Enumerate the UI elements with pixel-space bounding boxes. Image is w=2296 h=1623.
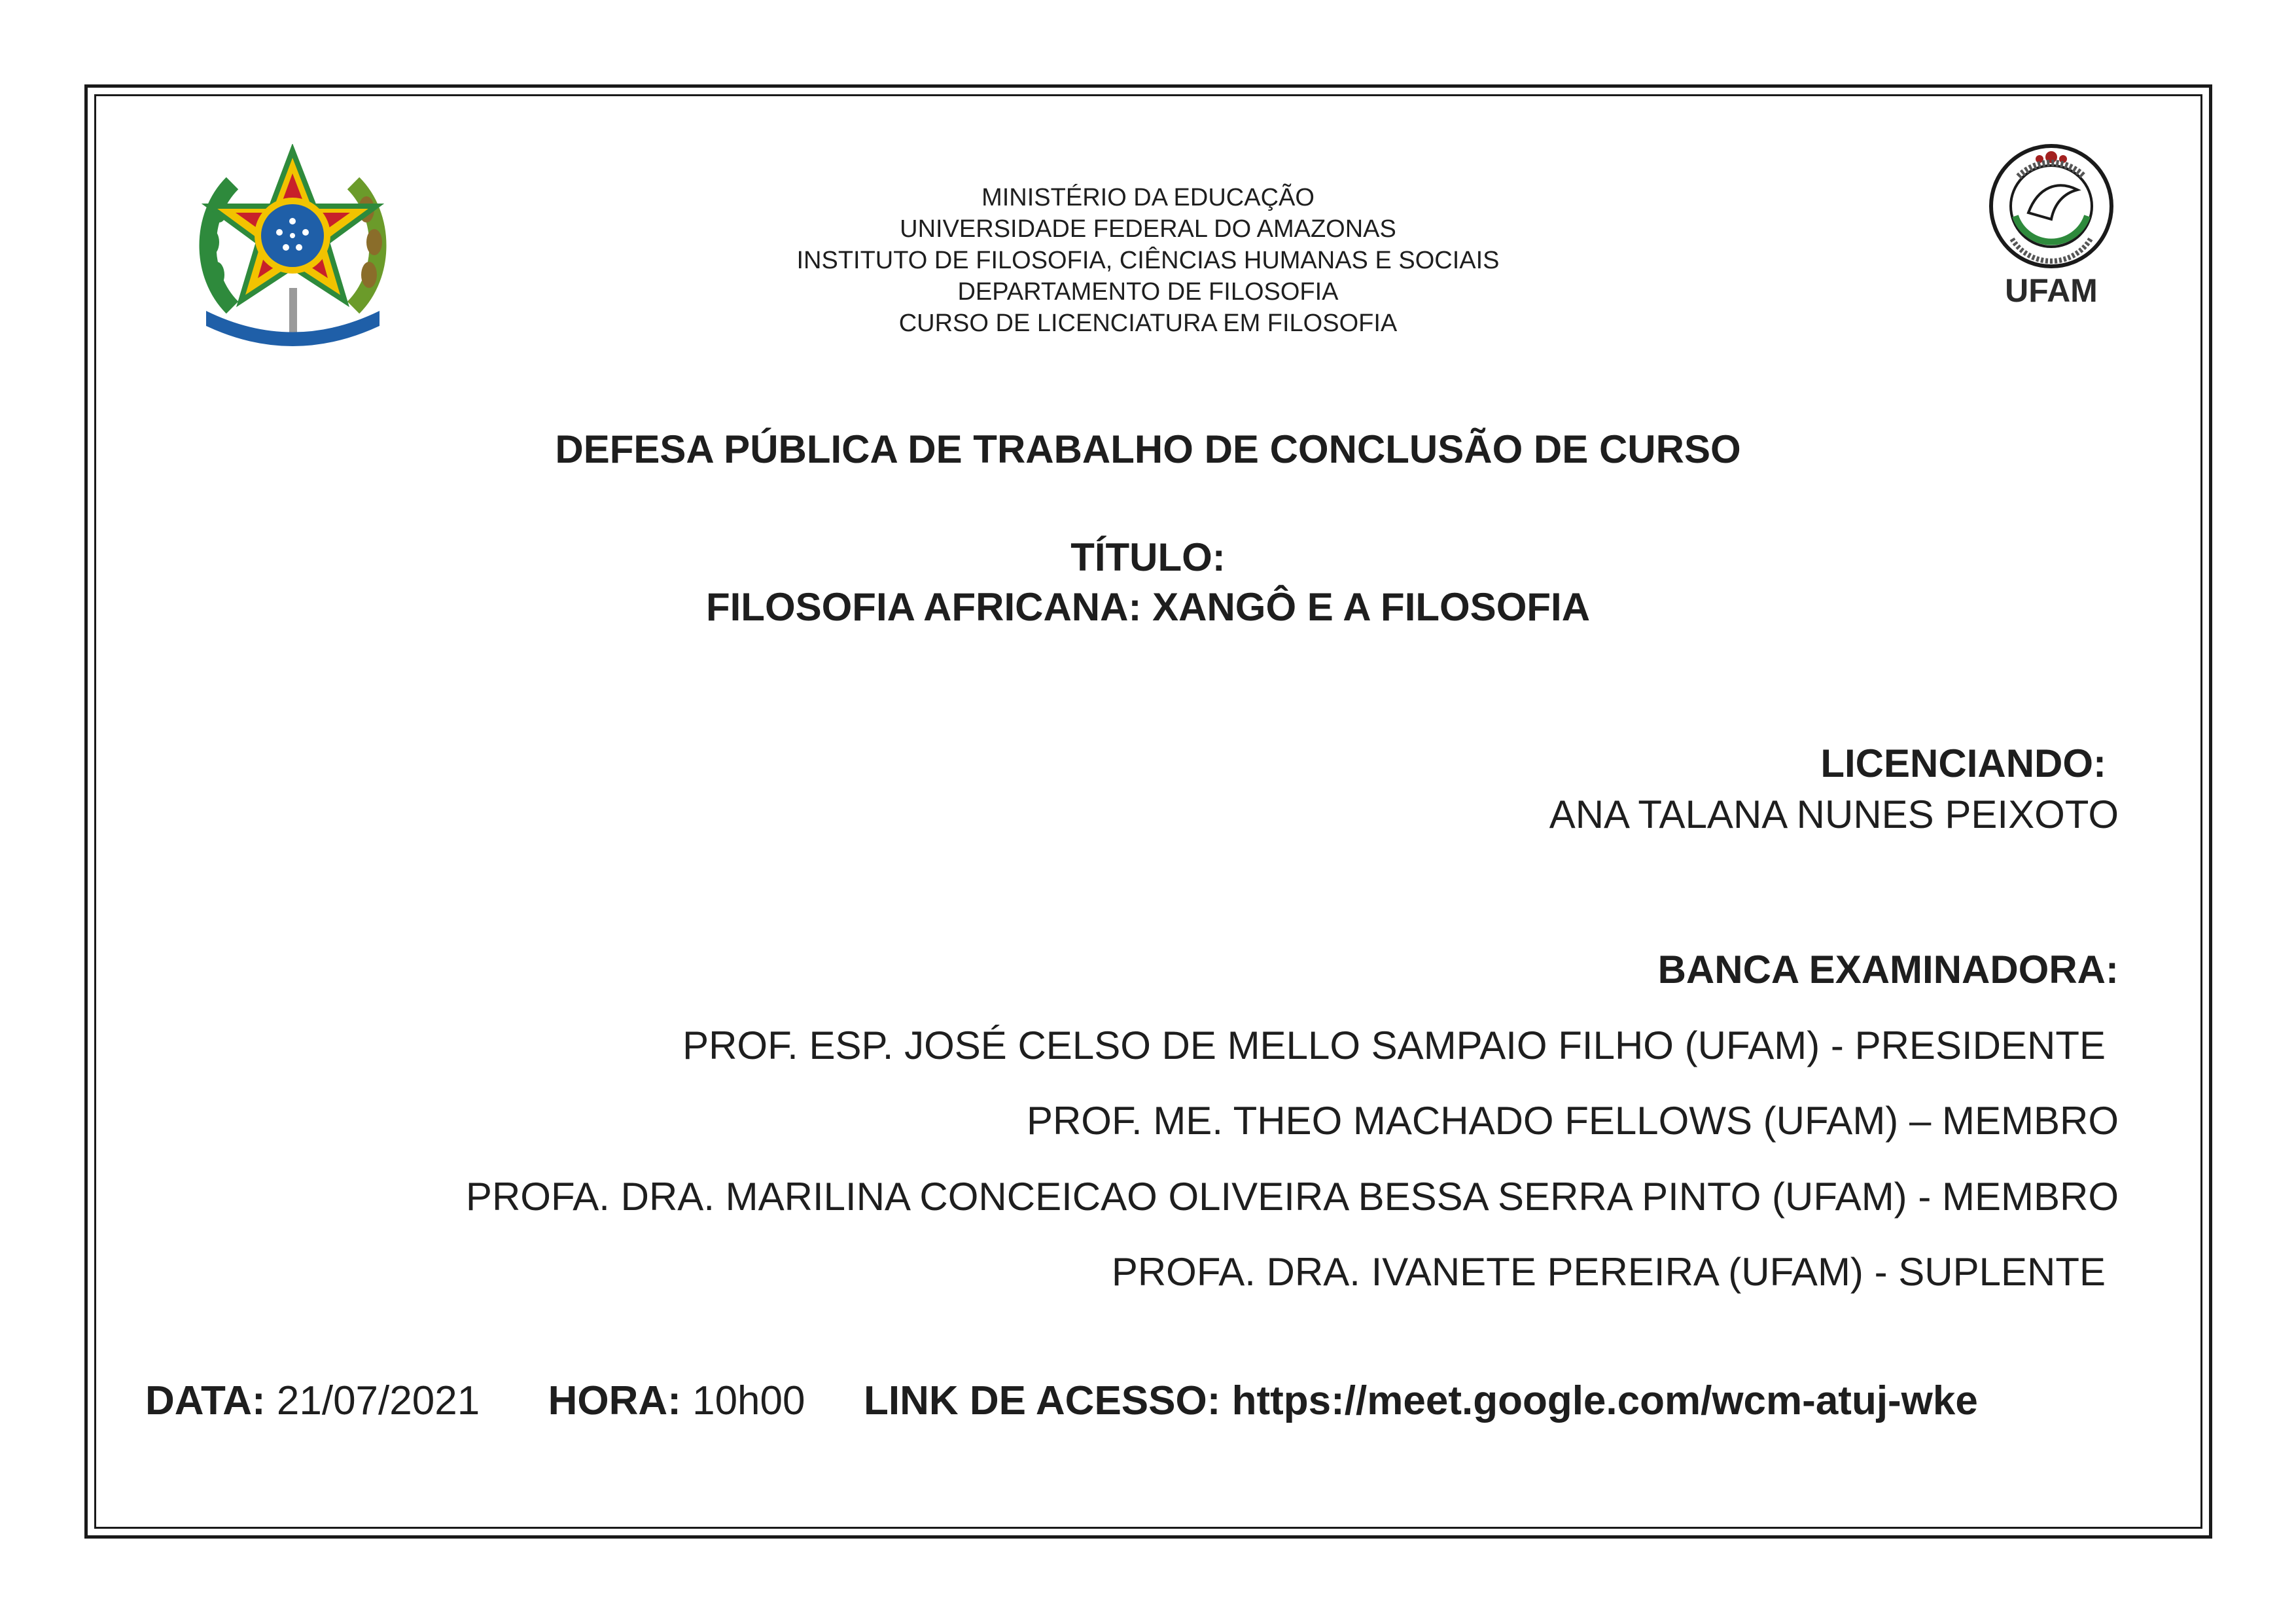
time-label: HORA: <box>548 1378 681 1423</box>
committee-member: PROFA. DRA. IVANETE PEREIRA (UFAM) - SUPLENTE <box>1111 1250 2106 1294</box>
link-label: LINK DE ACESSO: <box>863 1378 1221 1423</box>
footer-line <box>145 1378 1978 1424</box>
thesis-label: TÍTULO: <box>1070 535 1226 579</box>
time-value: 10h00 <box>692 1378 805 1423</box>
event-title: DEFESA PÚBLICA DE TRABALHO DE CONCLUSÃO DE CURSO <box>555 427 1741 471</box>
header-line-department: DEPARTAMENTO DE FILOSOFIA <box>957 278 1339 306</box>
header-line-institute: INSTITUTO DE FILOSOFIA, CIÊNCIAS HUMANAS E SOCIAIS <box>796 247 1500 274</box>
thesis-title: FILOSOFIA AFRICANA: XANGÔ E A FILOSOFIA <box>705 585 1591 629</box>
committee-label: BANCA EXAMINADORA: <box>1657 948 2119 991</box>
candidate-label: LICENCIANDO: <box>1820 741 2106 785</box>
date-label: DATA: <box>145 1378 266 1423</box>
header-line-university: UNIVERSIDADE FEDERAL DO AMAZONAS <box>900 215 1396 243</box>
ufam-wordmark: UFAM <box>2005 272 2098 309</box>
date-value: 21/07/2021 <box>276 1378 480 1423</box>
meeting-link[interactable]: https://meet.google.com/wcm-atuj-wke <box>1231 1378 1978 1423</box>
committee-member: PROFA. DRA. MARILINA CONCEICAO OLIVEIRA BESSA SERRA PINTO (UFAM) - MEMBRO <box>465 1175 2119 1219</box>
header-line-ministry: MINISTÉRIO DA EDUCAÇÃO <box>981 184 1315 211</box>
committee-member: PROF. ESP. JOSÉ CELSO DE MELLO SAMPAIO FILHO (UFAM) - PRESIDENTE <box>682 1024 2106 1067</box>
committee-member: PROF. ME. THEO MACHADO FELLOWS (UFAM) – MEMBRO <box>1026 1099 2119 1143</box>
candidate-name: ANA TALANA NUNES PEIXOTO <box>1549 793 2119 836</box>
header-line-course: CURSO DE LICENCIATURA EM FILOSOFIA <box>898 310 1398 337</box>
